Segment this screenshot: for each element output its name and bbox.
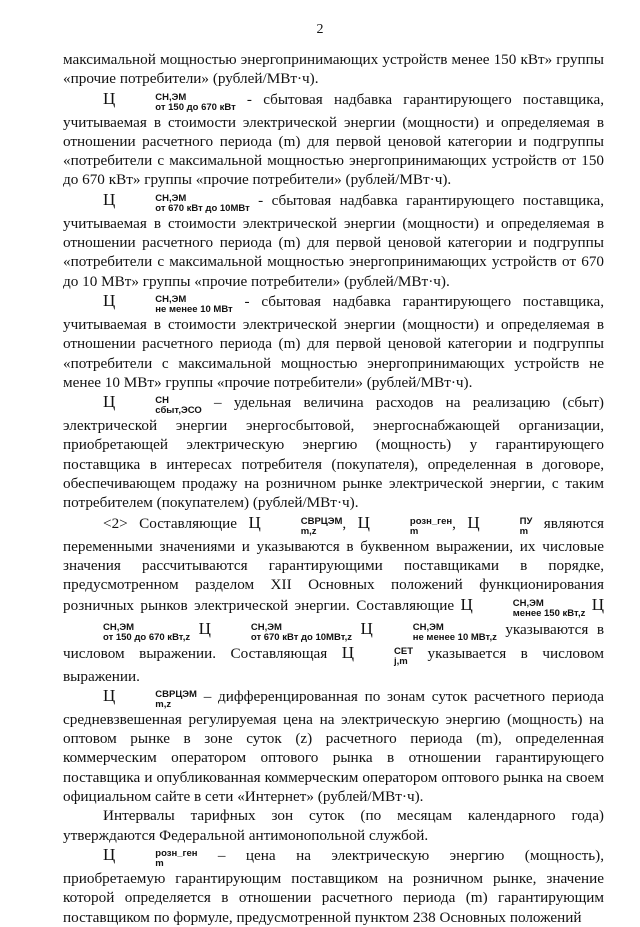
formula-subscript: m,z (155, 698, 172, 710)
formula-superscript: СН,ЭМ (250, 621, 282, 633)
formula-subscript: j,m (394, 655, 408, 667)
footnote-text: являются переменными значениями и указываются в буквенном выражении, их числовые значения рассчитываются гарантирующими поставщиками в порядке, предусмотренном разделом XII Основных положений функционирования розничных рынков электрической энергии. Составляющие (63, 514, 605, 614)
formula-subscript: от 670 кВт до 10МВт,z (250, 631, 353, 643)
formula-symbol: Ц (103, 392, 116, 412)
paragraph-1: максимальной мощностью энергопринимающих устройств менее 150 кВт» группы «прочие потребители» (рублей/МВт·ч). (63, 51, 604, 88)
formula-subscript: от 150 до 670 кВт,z (103, 631, 191, 643)
formula-superscript: СН,ЭМ (155, 192, 187, 204)
formula-superscript: СН,ЭМ (512, 597, 544, 609)
paragraph-6: <2> Составляющие Ц СВРЦЭМ m,z , Ц розн_ген m , Ц ПУ m являются переменными значениями и указываются в буквенном выражении, их числовые значения рассчитываются гарантирующими поставщиками в порядке, предусмотренном разделом XII Основных положений функционирования розничных рынков электрической энергии. Составляющие Ц СН,ЭМ менее 150 кВт,z Ц СН,ЭМ от 150 до 670 кВт,z Ц СН,ЭМ от 670 кВт до 10МВт,z Ц СН,ЭМ не менее 10 МВт,z указываются в числовом выражении. Составляющая Ц СЕТ j,m указывается в числовом выражении. (63, 512, 605, 685)
definition-text: – дифференцированная по зонам суток расчетного периода средневзвешенная регулируемая цена на электрическую энергию (мощность) на оптовом рынке в зоне суток (z) расчетного периода (m), определенная коммерческим оператором оптового рынка в отношении гарантирующего поставщика и опубликованная коммерческим оператором оптового рынка на своем официальном сайте в сети «Интернет» (рублей/МВт·ч). (63, 687, 604, 806)
formula-superscript: СВРЦЭМ (155, 688, 197, 700)
formula-subscript: m (155, 857, 164, 869)
formula-subscript: от 150 до 670 кВт (155, 101, 236, 113)
formula-symbol: Ц (103, 844, 116, 864)
formula-symbol: Ц (103, 189, 116, 209)
paragraph-4 (63, 291, 604, 392)
paragraph-5 (63, 392, 604, 512)
formula-subscript: m (409, 525, 419, 537)
page-number: 2 (316, 22, 324, 37)
formula-superscript: СН,ЭМ (103, 621, 135, 633)
document-body (63, 50, 604, 927)
formula-subscript: сбыт,ЭСО (155, 405, 202, 417)
definition-text: – удельная величина расходов на реализацию (сбыт) электрической энергии энергосбытовой, энергоснабжающей организации, приобретающей электрическую энергию (мощность) у гарантирующего поставщика в интересах потребителя (покупателя), определенная в договоре, обеспечивающем продажу на розничном рынке электрической энергии, с таким потребителем (покупателем) (рублей/МВт·ч). (63, 394, 604, 512)
paragraph-8: Интервалы тарифных зон суток (по месяцам календарного года) утверждаются Федеральной антимонопольной службой. (63, 807, 604, 844)
formula-subscript: не менее 10 МВт,z (412, 631, 497, 643)
footnote-text: указываются в числовом выражении. Составляющая (63, 620, 605, 662)
paragraph-9 (63, 845, 604, 927)
formula-superscript: СН (155, 395, 170, 407)
formula-symbol: Ц (103, 88, 116, 108)
formula-subscript: не менее 10 МВт (155, 303, 233, 315)
formula-symbol: Ц (103, 685, 116, 705)
paragraph-7 (63, 686, 604, 806)
formula-superscript: розн_ген (155, 847, 198, 859)
formula-superscript: СВРЦЭМ (300, 515, 343, 527)
paragraph-3 (63, 190, 604, 291)
footnote-text: указывается в числовом выражении. (63, 644, 604, 685)
definition-text: - сбытовая надбавка гарантирующего поставщика, учитываемая в стоимости электрической энергии (мощности) и определяемая в отношении расчетного периода (m) для первой ценовой категории и подгруппы «потребители с максимальной мощностью энергопринимающих устройств от 150 до 670 кВт» группы «прочие потребители» (рублей/МВт·ч). (63, 90, 604, 189)
formula-superscript: розн_ген (409, 515, 453, 527)
paragraph-2 (63, 89, 604, 190)
formula-superscript: СН,ЭМ (155, 293, 187, 305)
formula-superscript: СЕТ (394, 645, 414, 657)
formula-subscript: от 670 кВт до 10МВт (155, 202, 250, 214)
formula-symbol: Ц (103, 290, 116, 310)
formula-superscript: ПУ (519, 515, 533, 527)
footnote-lead: <2> Составляющие (103, 514, 249, 532)
definition-text: - сбытовая надбавка гарантирующего поставщика, учитываемая в стоимости электрической энергии (мощности) и определяемая в отношении расчетного периода (m) для первой ценовой категории и подгруппы «потребители с максимальной мощностью энергопринимающих устройств не менее 10 МВт» группы «прочие потребители» (рублей/МВт·ч). (63, 292, 604, 391)
definition-text: - сбытовая надбавка гарантирующего поставщика, учитываемая в стоимости электрической энергии (мощности) и определяемая в отношении расчетного периода (m) для первой ценовой категории и подгруппы «потребители с максимальной мощностью энергопринимающих устройств от 670 до 10 МВт» группы «прочие потребители» (рублей/МВт·ч). (63, 191, 604, 290)
formula-superscript: СН,ЭМ (412, 621, 444, 633)
definition-text: – цена на электрическую энергию (мощность), приобретаемую гарантирующим поставщиком на розничном рынке, значение которой определяется в отношении расчетного периода (m) гарантирующим поставщиком по формуле, предусмотренной пунктом 238 Основных положений (63, 846, 604, 926)
formula-subscript: m (519, 525, 529, 537)
formula-subscript: m,z (300, 525, 317, 537)
formula-subscript: менее 150 кВт,z (512, 607, 586, 619)
formula-superscript: СН,ЭМ (155, 91, 187, 103)
